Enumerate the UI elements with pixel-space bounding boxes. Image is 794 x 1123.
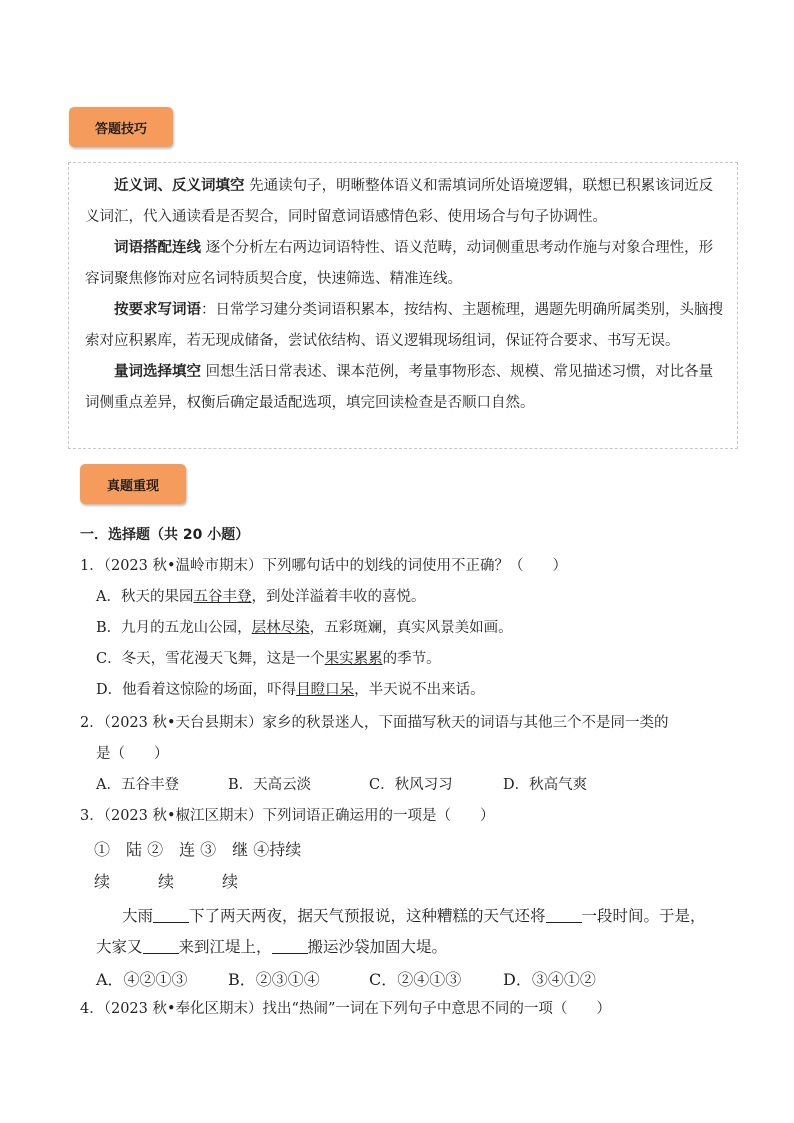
tips-tag: 答题技巧 xyxy=(69,107,173,147)
q3-choices-row2: 续 续 续 xyxy=(94,872,239,891)
tip-paragraph: 量词选择填空 回想生活日常表述、课本范例，考量事物形态、规模、常见描述习惯，对比各量词侧重点差异，权衡后确定最适配选项，填完回读检查是否顺口自然。 xyxy=(85,364,714,411)
q3-option-b: B．②③①④ xyxy=(228,970,320,989)
tip-paragraph: 按要求写词语：日常学习建分类词语积累本，按结构、主题梳理，遇题先明确所属类别，头脑搜索对应积累库，若无现成储备，尝试依结构、语义逻辑现场组词，保证符合要求、书写无误。 xyxy=(85,302,723,349)
real-questions-tag: 真题重现 xyxy=(80,464,186,504)
q4-stem: 4．（2023 秋•奉化区期末）找出“热闹”一词在下列句子中意思不同的一项（ ） xyxy=(80,1001,611,1017)
section-title: 一．选择题（共 20 小题） xyxy=(80,527,250,543)
q1-option-d: D．他看着这惊险的场面，吓得目瞪口呆，半天说不出来话。 xyxy=(96,682,485,698)
q2-option-b: B．天高云淡 xyxy=(228,777,312,793)
q2-option-a: A．五谷丰登 xyxy=(96,777,179,793)
q3-option-a: A．④②①③ xyxy=(96,970,188,989)
tips-box xyxy=(68,162,738,449)
q2-option-c: C．秋风习习 xyxy=(369,777,453,793)
q1-stem: 1．（2023 秋•温岭市期末）下列哪句话中的划线的词使用不正确？（ ） xyxy=(80,558,568,574)
tip-paragraph: 近义词、反义词填空 先通读句子，明晰整体语义和需填词所处语境逻辑，联想已积累该词近反义词汇，代入通读看是否契合，同时留意词语感情色彩、使用场合与句子协调性。 xyxy=(85,178,714,225)
q1-option-b: B．九月的五龙山公园，层林尽染，五彩斑斓，真实风景美如画。 xyxy=(96,620,513,636)
q3-option-d: D．③④①② xyxy=(503,970,596,989)
q1-option-c: C．冬天，雪花漫天飞舞，这是一个果实累累的季节。 xyxy=(96,651,441,667)
q1-option-a: A．秋天的果园五谷丰登，到处洋溢着丰收的喜悦。 xyxy=(96,589,426,605)
q2-stem-cont: 是（ ） xyxy=(96,746,169,762)
q3-sentence-1: 大雨 下了两天两夜，据天气预报说，这种糟糕的天气还将 一段时间。于是， xyxy=(122,907,706,925)
q3-option-c: C．②④①③ xyxy=(369,970,462,989)
tip-paragraph: 词语搭配连线 逐个分析左右两边词语特性、语义范畴，动词侧重思考动作施与对象合理性，形容词聚焦修饰对应名词特质契合度，快速筛选、精准连线。 xyxy=(85,240,714,287)
q3-sentence-2: 大家又 来到江堤上， 搬运沙袋加固大堤。 xyxy=(96,938,448,956)
q3-stem: 3．（2023 秋•椒江区期末）下列词语正确运用的一项是（ ） xyxy=(80,808,495,824)
q2-option-d: D．秋高气爽 xyxy=(503,777,588,793)
q3-choices-row: ① 陆 ② 连 ③ 继 ④持续 xyxy=(94,840,302,859)
q2-stem: 2．（2023 秋•天台县期末）家乡的秋景迷人，下面描写秋天的词语与其他三个不是同一类的 xyxy=(80,715,669,731)
